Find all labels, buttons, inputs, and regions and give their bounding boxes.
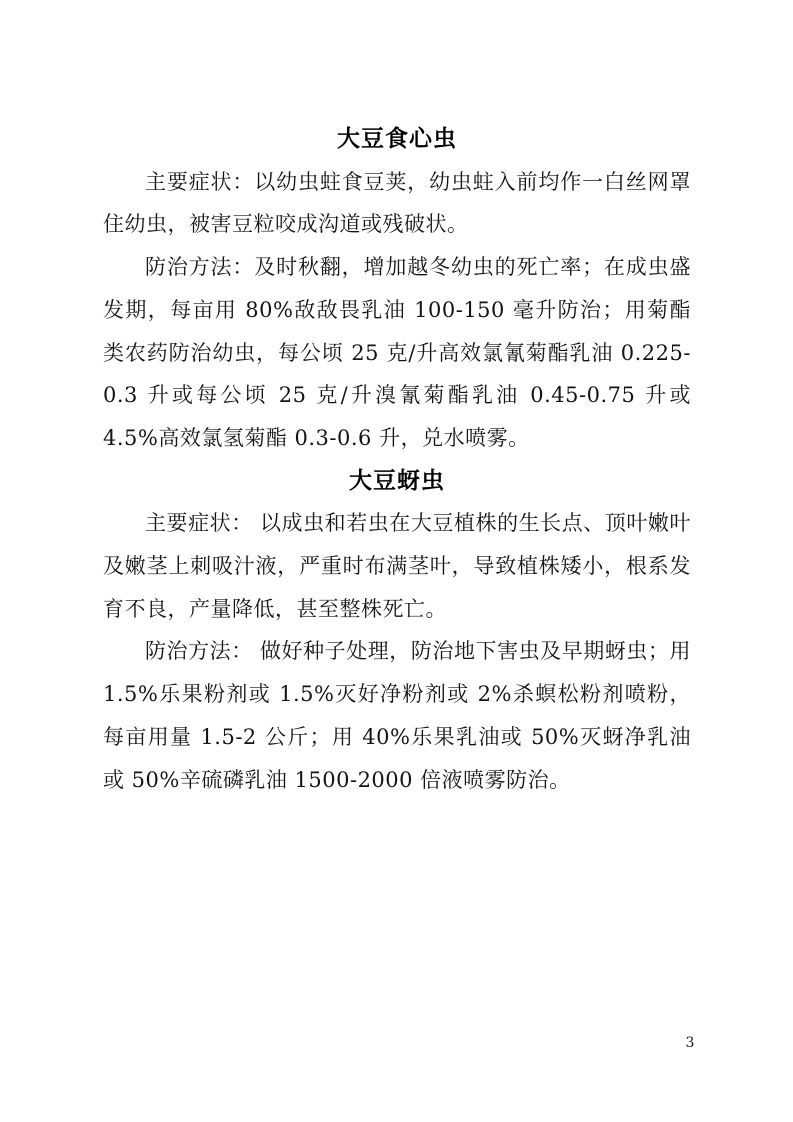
paragraph-control-pod-borer: 防治方法：及时秋翻，增加越冬幼虫的死亡率；在成虫盛发期，每亩用 80%敌敌畏乳油 100-150 毫升防治；用菊酯类农药防治幼虫，每公顷 25 克/升高效氯氰菊酯乳油 0.225-0.3 升或每公顷 25 克/升溴氰菊酯乳油 0.45-0.75 升或 4.5%高效氯氢菊酯 0.3-0.6 升，兑水喷雾。 [103,255,691,450]
paragraph-symptoms-pod-borer: 主要症状：以幼虫蛀食豆荚，幼虫蛀入前均作一白丝网罩住幼虫，被害豆粒咬成沟道或残破状。 [103,169,691,237]
document-content [103,118,691,801]
section-title-soybean-pod-borer: 大豆食心虫 [337,126,457,152]
paragraph-control-aphid: 防治方法： 做好种子处理，防治地下害虫及早期蚜虫；用 1.5%乐果粉剂或 1.5%灭好净粉剂或 2%杀螟松粉剂喷粉，每亩用量 1.5-2 公斤；用 40%乐果乳油或 50%灭蚜净乳油或 50%辛硫磷乳油 1500-2000 倍液喷雾防治。 [103,639,691,792]
section-title-soybean-aphid: 大豆蚜虫 [349,467,445,494]
paragraph-symptoms-aphid: 主要症状： 以成虫和若虫在大豆植株的生长点、顶叶嫩叶及嫩茎上刺吸汁液，严重时布满茎叶，导致植株矮小，根系发育不良，产量降低，甚至整株死亡。 [103,511,691,621]
page-number: 3 [685,1035,695,1051]
